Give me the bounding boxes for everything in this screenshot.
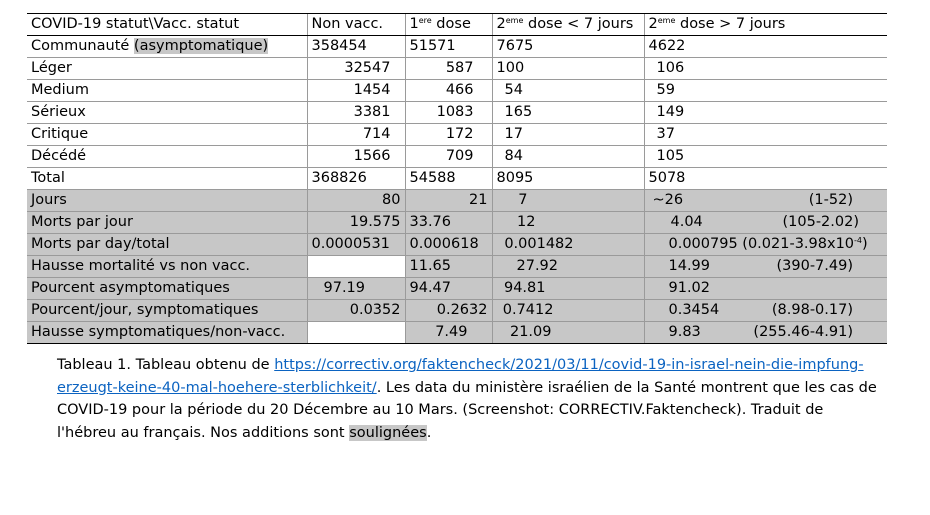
- cell-second-gt7: 14.99 (390-7.49): [644, 256, 887, 278]
- row-label: Morts par jour: [27, 212, 307, 234]
- cell-second-lt7: 7675: [492, 36, 644, 58]
- cell-second-lt7: 100: [492, 58, 644, 80]
- cell-second-gt7: 5078: [644, 168, 887, 190]
- table-caption: [57, 354, 877, 444]
- row-label: Pourcent/jour, symptomatiques: [27, 300, 307, 322]
- header-first-dose: 1ere dose: [405, 14, 492, 36]
- cell-second-gt7: 91.02: [644, 278, 887, 300]
- cell-second-lt7: 17: [492, 124, 644, 146]
- cell-second-lt7: 165: [492, 102, 644, 124]
- table-row-hausse-mortalite: [27, 256, 887, 278]
- cell-non-vacc: 714: [307, 124, 405, 146]
- header-second-dose-gt7: 2eme dose > 7 jours: [644, 14, 887, 36]
- cell-second-gt7: 59: [644, 80, 887, 102]
- cell-second-lt7: 21.09: [492, 322, 644, 344]
- cell-second-lt7: 12: [492, 212, 644, 234]
- header-second-dose-lt7: 2eme dose < 7 jours: [492, 14, 644, 36]
- row-label: Hausse symptomatiques/non-vacc.: [27, 322, 307, 344]
- row-label: Medium: [27, 80, 307, 102]
- table-row-morts-jour: [27, 212, 887, 234]
- caption-prefix: Tableau 1. Tableau obtenu de: [57, 357, 275, 373]
- table-row-morts-total: [27, 234, 887, 256]
- source-link[interactable]: https://correctiv.org/faktencheck/2021/03/11/covid-19-in-israel-nein-die-impfung-erzeugt-keine-40-mal-hoehere-sterblichkeit/: [57, 357, 864, 396]
- cell-first-dose: 11.65: [405, 256, 492, 278]
- cell-non-vacc: 0.0352: [307, 300, 405, 322]
- cell-first-dose: 587: [405, 58, 492, 80]
- row-label: Décédé: [27, 146, 307, 168]
- cell-first-dose: 1083: [405, 102, 492, 124]
- cell-second-gt7: 0.000795 $(0.021-3.98x10^{-4})$: [644, 234, 887, 256]
- row-label: Morts par day/total: [27, 234, 307, 256]
- data-table-wrapper: [27, 13, 887, 344]
- row-label: Hausse mortalité vs non vacc.: [27, 256, 307, 278]
- table-row: [27, 124, 887, 146]
- table-row-pct-jour: [27, 300, 887, 322]
- cell-first-dose: 54588: [405, 168, 492, 190]
- cell-non-vacc: 19.575: [307, 212, 405, 234]
- row-label: Critique: [27, 124, 307, 146]
- cell-second-gt7: 4.04 (105-2.02): [644, 212, 887, 234]
- cell-non-vacc: 0.0000531: [307, 234, 405, 256]
- header-status: COVID-19 statut\Vacc. statut: [27, 14, 307, 36]
- cell-non-vacc: 368826: [307, 168, 405, 190]
- row-label: Léger: [27, 58, 307, 80]
- cell-non-vacc: [307, 322, 405, 344]
- cell-first-dose: 94.47: [405, 278, 492, 300]
- cell-second-gt7: 9.83 (255.46-4.91): [644, 322, 887, 344]
- table-header-row: [27, 14, 887, 36]
- cell-second-lt7: 0.001482: [492, 234, 644, 256]
- cell-second-gt7: 37: [644, 124, 887, 146]
- cell-first-dose: 466: [405, 80, 492, 102]
- covid-vaccination-table: [27, 13, 887, 344]
- table-row-jours: [27, 190, 887, 212]
- cell-first-dose: 51571: [405, 36, 492, 58]
- cell-non-vacc: 1454: [307, 80, 405, 102]
- row-label: Sérieux: [27, 102, 307, 124]
- cell-non-vacc: 358454: [307, 36, 405, 58]
- table-row-community: [27, 36, 887, 58]
- row-label: Pourcent asymptomatiques: [27, 278, 307, 300]
- cell-second-gt7: ~26 (1-52): [644, 190, 887, 212]
- cell-first-dose: 709: [405, 146, 492, 168]
- cell-first-dose: 7.49: [405, 322, 492, 344]
- cell-second-lt7: 27.92: [492, 256, 644, 278]
- cell-non-vacc: 32547: [307, 58, 405, 80]
- cell-second-lt7: 7: [492, 190, 644, 212]
- table-row: [27, 146, 887, 168]
- caption-highlighted-word: soulignées: [349, 424, 427, 441]
- table-row-hausse-sym: [27, 322, 887, 344]
- cell-second-lt7: 54: [492, 80, 644, 102]
- cell-second-gt7: 0.3454 (8.98-0.17): [644, 300, 887, 322]
- cell-second-lt7: 0.7412: [492, 300, 644, 322]
- cell-second-lt7: 94.81: [492, 278, 644, 300]
- table-row: [27, 102, 887, 124]
- cell-non-vacc: [307, 256, 405, 278]
- cell-second-gt7: 106: [644, 58, 887, 80]
- cell-non-vacc: 1566: [307, 146, 405, 168]
- cell-non-vacc: 3381: [307, 102, 405, 124]
- row-label: Communauté (asymptomatique): [27, 36, 307, 58]
- cell-non-vacc: 97.19: [307, 278, 405, 300]
- cell-second-gt7: 4622: [644, 36, 887, 58]
- table-row-total: [27, 168, 887, 190]
- header-non-vacc: Non vacc.: [307, 14, 405, 36]
- cell-non-vacc: 80: [307, 190, 405, 212]
- cell-first-dose: 0.000618: [405, 234, 492, 256]
- caption-body: . Les data du ministère israélien de la Santé montrent que les cas de COVID-19 pour la période du 20 Décembre au 10 Mars. (Screenshot: CORRECTIV.Faktencheck). Traduit de l'hébreu au français. Nos additions sont: [57, 379, 877, 441]
- cell-second-gt7: 149: [644, 102, 887, 124]
- cell-first-dose: 33.76: [405, 212, 492, 234]
- cell-second-gt7: 105: [644, 146, 887, 168]
- cell-second-lt7: 8095: [492, 168, 644, 190]
- row-label: Jours: [27, 190, 307, 212]
- table-row: [27, 80, 887, 102]
- table-row: [27, 58, 887, 80]
- row-label: Total: [27, 168, 307, 190]
- cell-second-lt7: 84: [492, 146, 644, 168]
- table-row-pct-asym: [27, 278, 887, 300]
- cell-first-dose: 21: [405, 190, 492, 212]
- cell-first-dose: 172: [405, 124, 492, 146]
- caption-end: .: [426, 424, 432, 441]
- cell-first-dose: 0.2632: [405, 300, 492, 322]
